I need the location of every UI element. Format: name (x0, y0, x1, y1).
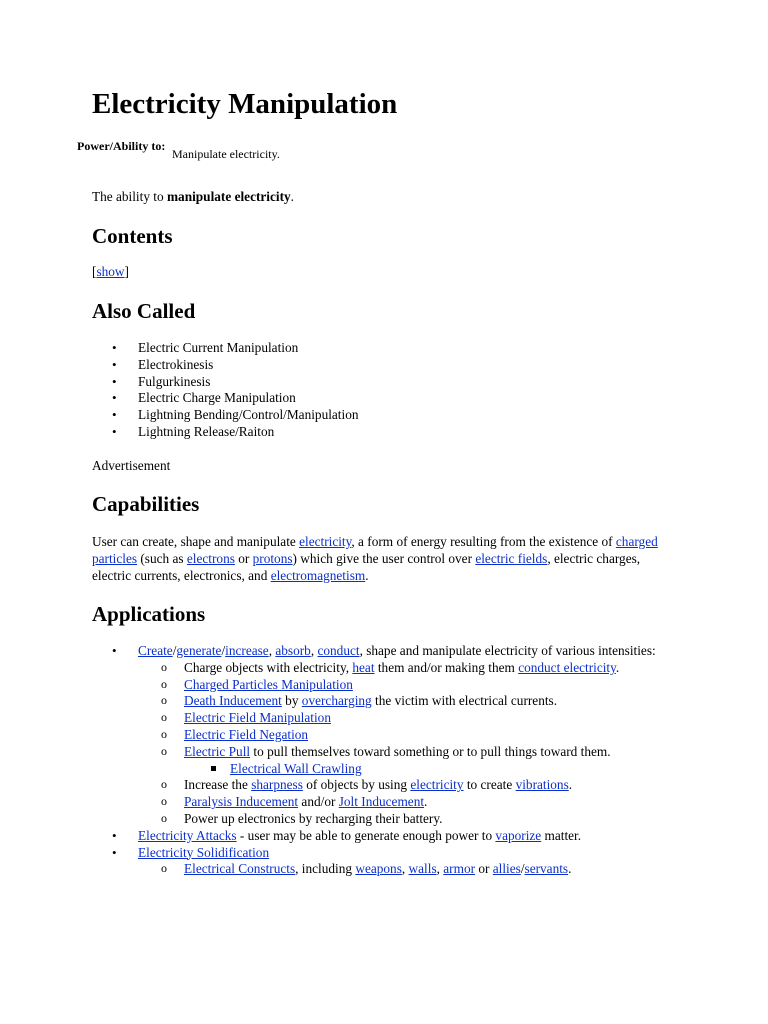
link-electric-fields[interactable]: electric fields (475, 550, 548, 566)
cap-text: (such as (137, 550, 187, 566)
intro-text: The ability to (92, 189, 167, 204)
intro-paragraph (92, 189, 294, 206)
list-item (138, 744, 692, 778)
toc-bracket-open: [ (92, 264, 97, 279)
item-text: matter. (541, 827, 582, 843)
sub-list (138, 660, 692, 828)
sub-sub-list (184, 761, 692, 778)
toc-toggle-row (92, 264, 129, 281)
link-electrons[interactable]: electrons (186, 550, 235, 566)
capabilities-heading: Capabilities (92, 492, 200, 516)
infobox-value: Manipulate electricity. (172, 147, 280, 161)
applications-list (92, 643, 692, 878)
list-item (138, 710, 692, 727)
sub-list (138, 861, 692, 878)
applications-heading: Applications (92, 602, 206, 626)
list-item (92, 845, 692, 879)
link-armor[interactable]: armor (443, 861, 476, 877)
link-electricity-solidification[interactable]: Electricity Solidification (138, 844, 270, 860)
advertisement-label: Advertisement (92, 458, 171, 473)
list-item (138, 861, 692, 878)
list-item (92, 643, 692, 828)
list-item: o Power up electronics by recharging their battery. (138, 811, 692, 828)
link-electric-field-manipulation[interactable]: Electric Field Manipulation (184, 710, 331, 726)
item-text: to pull themselves toward something or to pull things toward them. (250, 743, 611, 759)
item-text: or (475, 861, 493, 877)
list-item (138, 794, 692, 811)
item-text: , including (295, 861, 356, 877)
item-text: Increase the (184, 777, 252, 793)
link-heat[interactable]: heat (352, 659, 375, 675)
link-electrical-constructs[interactable]: Electrical Constructs (184, 861, 296, 877)
link-servants[interactable]: servants (524, 861, 569, 877)
link-paralysis-inducement[interactable]: Paralysis Inducement (184, 794, 299, 810)
link-increase[interactable]: increase (225, 643, 269, 658)
item-text: to create (463, 777, 516, 793)
item-text: by (281, 693, 302, 709)
also-called-list (92, 340, 692, 441)
cap-text: . (365, 567, 369, 583)
item-text: . (568, 861, 572, 877)
cap-text: User can create, shape and manipulate (92, 534, 300, 549)
link-electrical-wall-crawling[interactable]: Electrical Wall Crawling (230, 760, 362, 776)
item-text: - user may be able to generate enough power to (236, 827, 496, 843)
separator: , (268, 643, 276, 658)
link-absorb[interactable]: absorb (275, 643, 311, 658)
item-text: them and/or making them (374, 659, 519, 675)
link-electric-field-negation[interactable]: Electric Field Negation (184, 726, 309, 742)
separator: , (310, 643, 318, 658)
link-jolt-inducement[interactable]: Jolt Inducement (338, 794, 425, 810)
item-text: , (436, 861, 444, 877)
item-text: , (401, 861, 409, 877)
link-charged-particles[interactable]: charged particles (92, 534, 658, 566)
link-electric-pull[interactable]: Electric Pull (184, 743, 251, 759)
list-item: • Electric Current Manipulation (92, 340, 692, 357)
list-item: • Fulgurkinesis (92, 374, 692, 391)
item-text: Charge objects with electricity, (184, 659, 353, 675)
also-called-heading: Also Called (92, 299, 196, 323)
contents-heading: Contents (92, 224, 173, 248)
link-charged-particles-manipulation[interactable]: Charged Particles Manipulation (184, 676, 353, 692)
link-vaporize[interactable]: vaporize (495, 827, 542, 843)
link-weapons[interactable]: weapons (355, 861, 402, 877)
item-text: and/or (298, 794, 339, 810)
item-text: , shape and manipulate electricity of various intensities: (359, 643, 656, 658)
list-item (138, 693, 692, 710)
link-conduct-electricity[interactable]: conduct electricity (518, 659, 616, 675)
link-sharpness[interactable]: sharpness (251, 777, 303, 793)
list-item: • Lightning Release/Raiton (92, 424, 692, 441)
link-protons[interactable]: protons (252, 550, 293, 566)
separator: / (221, 643, 226, 658)
list-item: • Electrokinesis (92, 357, 692, 374)
link-create[interactable]: Create (138, 643, 173, 658)
page-title: Electricity Manipulation (92, 88, 398, 120)
link-conduct[interactable]: conduct (317, 643, 360, 658)
item-text: / (520, 861, 525, 877)
link-vibrations[interactable]: vibrations (515, 777, 569, 793)
link-electricity-2[interactable]: electricity (410, 777, 464, 793)
list-item (92, 828, 692, 845)
list-item (138, 727, 692, 744)
separator: / (172, 643, 177, 658)
cap-text: , a form of energy resulting from the existence of (351, 534, 616, 549)
item-text: . (615, 659, 620, 675)
item-text: the victim with electrical currents. (371, 693, 558, 709)
infobox-label: Power/Ability to: (77, 139, 166, 153)
item-text: of objects by using (302, 777, 411, 793)
link-generate[interactable]: generate (176, 643, 222, 658)
list-item (138, 777, 692, 794)
list-item: • Electric Charge Manipulation (92, 390, 692, 407)
list-item (138, 660, 692, 677)
toc-bracket-close: ] (124, 264, 129, 279)
intro-bold: manipulate electricity (166, 189, 291, 204)
link-electricity-attacks[interactable]: Electricity Attacks (138, 827, 237, 843)
link-electricity[interactable]: electricity (299, 534, 352, 549)
list-item (138, 677, 692, 694)
link-overcharging[interactable]: overcharging (301, 693, 372, 709)
list-item (184, 761, 692, 778)
capabilities-paragraph (92, 534, 682, 584)
intro-period: . (290, 189, 294, 204)
cap-text: ) which give the user control over (292, 550, 476, 566)
item-text: . (568, 777, 573, 793)
toc-show-link[interactable]: show (96, 264, 125, 279)
link-electromagnetism[interactable]: electromagnetism (270, 567, 366, 583)
link-walls[interactable]: walls (408, 861, 437, 877)
link-allies[interactable]: allies (492, 861, 521, 877)
cap-text: , electric charges, electric currents, electronics, and (92, 550, 641, 583)
list-item: • Lightning Bending/Control/Manipulation (92, 407, 692, 424)
item-text: . (424, 794, 428, 810)
cap-text: or (234, 550, 253, 566)
link-death-inducement[interactable]: Death Inducement (184, 693, 282, 709)
